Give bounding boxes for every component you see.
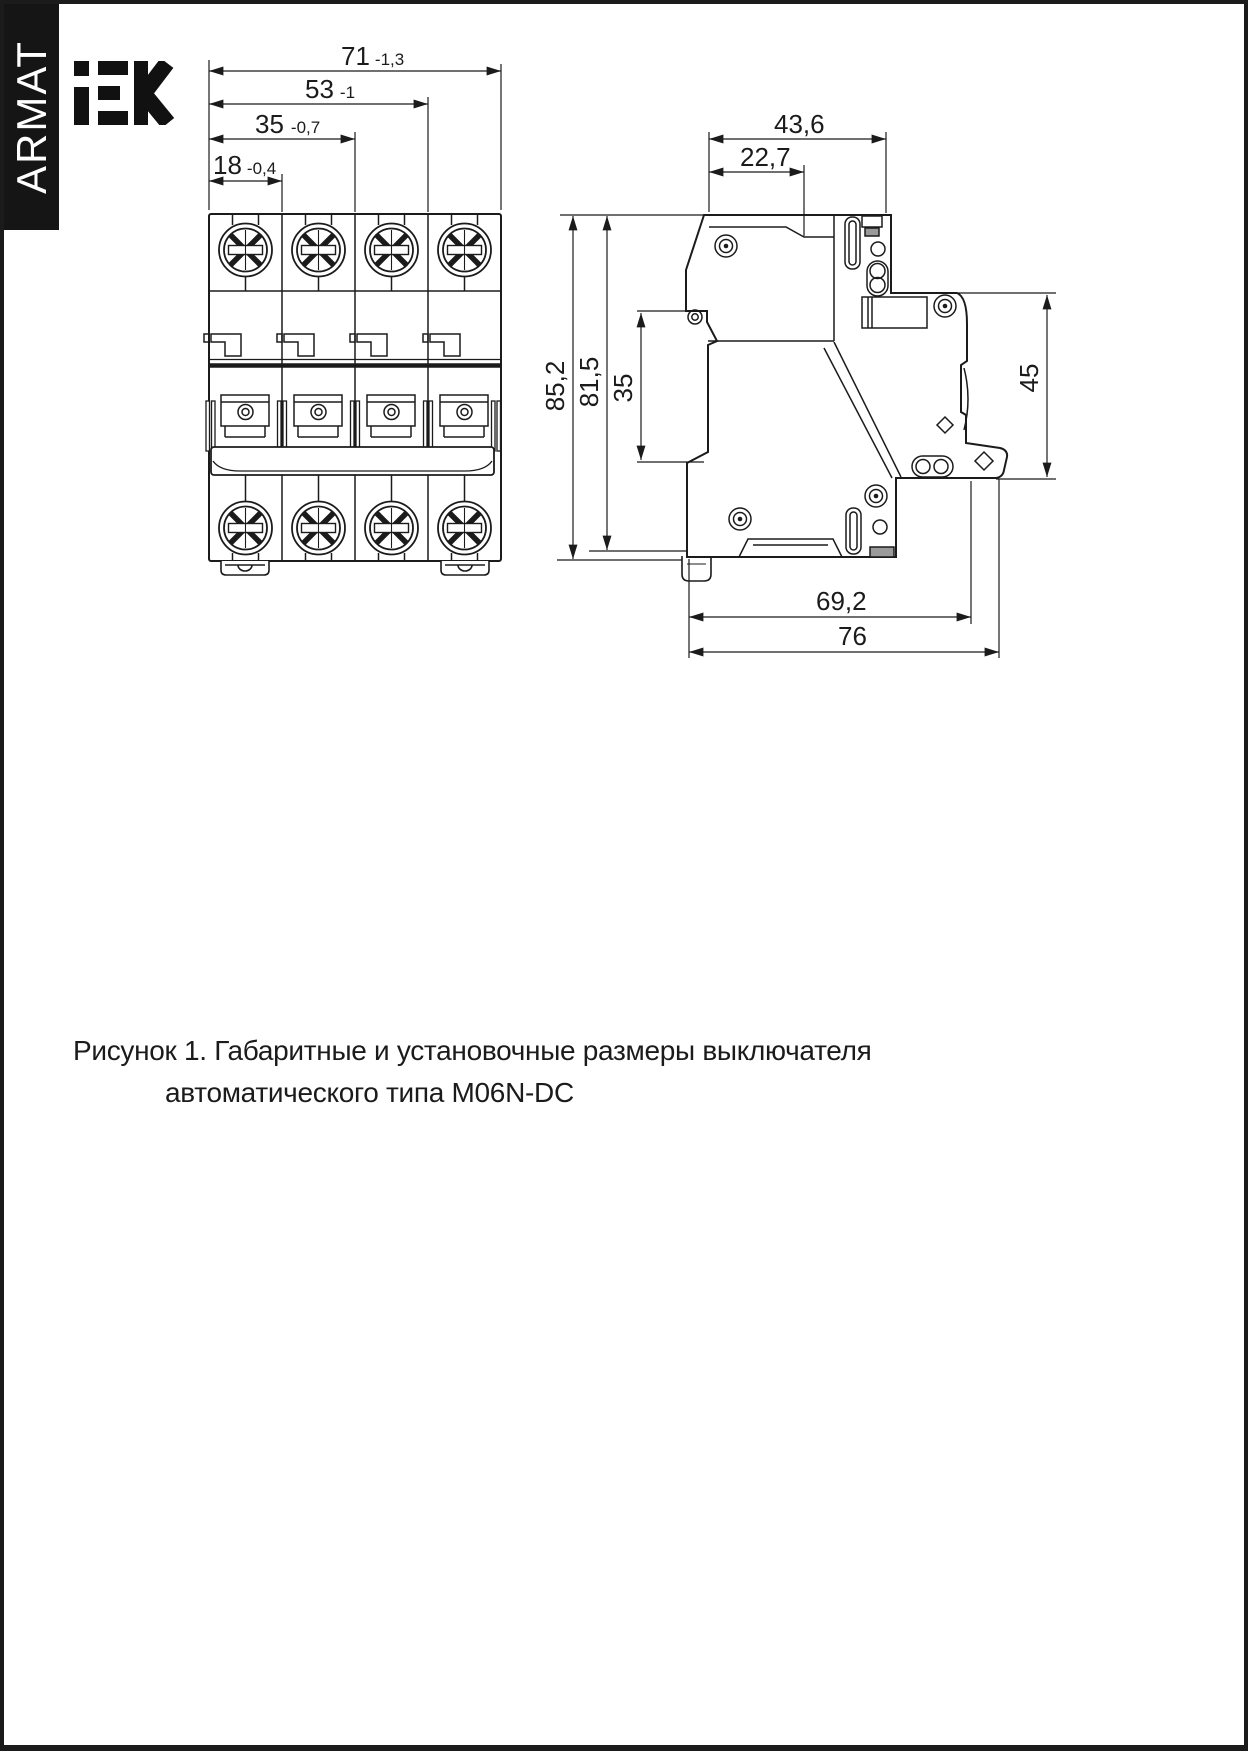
front-view — [204, 214, 501, 575]
dim-label-85-2: 85,2 — [540, 360, 570, 412]
dim-label-76: 76 — [838, 621, 867, 651]
dim-label-45: 45 — [1014, 363, 1044, 393]
side-din-clip-tab — [682, 556, 711, 581]
rivet — [729, 508, 751, 530]
dim-label-53: 53 -1 — [305, 74, 356, 104]
caption-line-1: Рисунок 1. Габаритные и установочные размеры выключателя — [73, 1035, 872, 1066]
front-view-dimensions — [209, 41, 501, 212]
dim-label-22-7: 22,7 — [740, 142, 791, 172]
din-tab-left — [221, 561, 269, 575]
figure-caption — [73, 1030, 872, 1114]
rivet — [865, 485, 887, 507]
din-tab-right — [441, 561, 489, 575]
side-view — [682, 215, 1007, 581]
dim-label-69-2: 69,2 — [816, 586, 867, 616]
dim-label-18: 18 -0,4 — [213, 150, 277, 180]
dim-label-81-5: 81,5 — [574, 356, 604, 408]
rivet — [715, 235, 737, 257]
technical-drawing — [4, 4, 1104, 694]
dim-label-71: 71 -1,3 — [341, 41, 405, 71]
handle-bar — [211, 447, 494, 475]
dim-label-35: 35 -0,7 — [255, 109, 321, 139]
dim-label-43-6: 43,6 — [774, 109, 825, 139]
brand-armat-label: ARMAT — [8, 40, 55, 194]
rivet — [934, 295, 956, 317]
caption-line-2: автоматического типа M06N-DC — [165, 1077, 574, 1108]
dim-label-35-side: 35 — [608, 373, 638, 403]
